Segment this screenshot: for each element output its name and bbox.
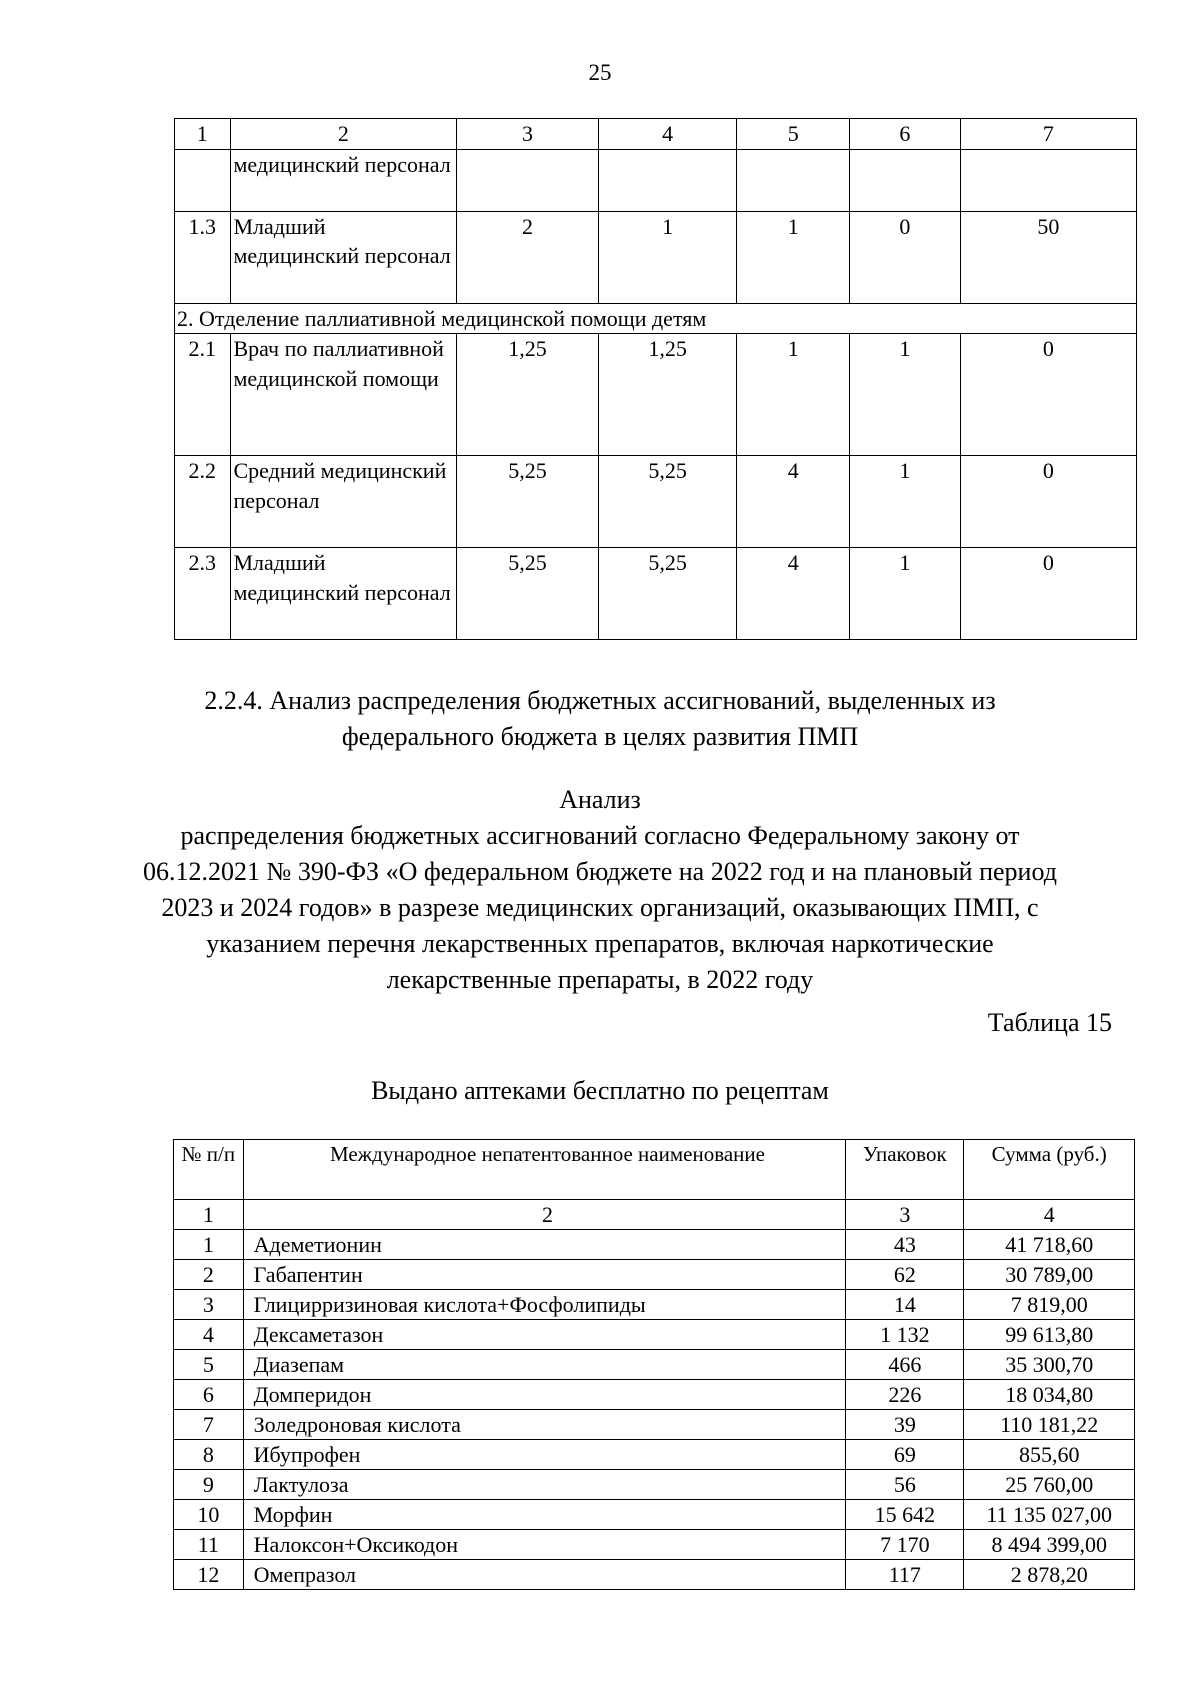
cell: 50 (960, 211, 1136, 303)
cell: 5,25 (457, 548, 599, 640)
column-number: 1 (174, 1200, 244, 1230)
analysis-text: распределения бюджетных ассигнований согласно Федеральному закону от 06.12.2021 № 390-ФЗ «О федеральном бюджете на 2022 год и на плановый период 2023 и 2024 годов» в разрезе медицинских организаций, оказывающих ПМП, с указанием перечня лекарственных препаратов, включая наркотические лекарственные препараты, в 2022 году (143, 821, 1057, 994)
cell: 0 (850, 211, 961, 303)
cell: 1 (850, 456, 961, 548)
drug-name: Налоксон+Оксикодон (243, 1530, 846, 1560)
drug-name: Диазепам (243, 1350, 846, 1380)
cell: 5,25 (598, 456, 737, 548)
package-count: 56 (846, 1470, 964, 1500)
row-number: 10 (174, 1500, 244, 1530)
drug-name: Золедроновая кислота (243, 1410, 846, 1440)
row-number: 2.3 (175, 548, 231, 640)
cell: 4 (737, 456, 850, 548)
header-inn: Международное непатентованное наименование (243, 1140, 846, 1200)
package-count: 14 (846, 1290, 964, 1320)
cell: 1 (737, 211, 850, 303)
package-count: 1 132 (846, 1320, 964, 1350)
package-count: 62 (846, 1260, 964, 1290)
table-title: Выдано аптеками бесплатно по рецептам (371, 1076, 829, 1105)
cell: 4 (737, 548, 850, 640)
amount: 110 181,22 (964, 1410, 1135, 1440)
table-row (174, 1230, 1135, 1260)
table-row (174, 1440, 1135, 1470)
row-number: 3 (174, 1290, 244, 1320)
cell (960, 149, 1136, 211)
cell: 1,25 (457, 334, 599, 456)
page-number: 25 (588, 60, 612, 85)
row-number: 2.2 (175, 456, 231, 548)
drug-name: Габапентин (243, 1260, 846, 1290)
table-row (175, 548, 1137, 640)
row-number: 4 (174, 1320, 244, 1350)
table-row (174, 1560, 1135, 1590)
amount: 30 789,00 (964, 1260, 1135, 1290)
cell: 0 (960, 334, 1136, 456)
staff-category: Младший медицинский персонал (230, 211, 457, 303)
column-number: 2 (230, 119, 457, 150)
drug-name: Домперидон (243, 1380, 846, 1410)
table-row (174, 1500, 1135, 1530)
row-number: 6 (174, 1380, 244, 1410)
drug-name: Глицирризиновая кислота+Фосфолипиды (243, 1290, 846, 1320)
column-number: 3 (457, 119, 599, 150)
column-number: 7 (960, 119, 1136, 150)
cell (457, 149, 599, 211)
row-number: 2.1 (175, 334, 231, 456)
analysis-title: Анализ (559, 785, 641, 814)
row-number: 9 (174, 1470, 244, 1500)
drug-name: Дексаметазон (243, 1320, 846, 1350)
header-qty: Упаковок (846, 1140, 964, 1200)
row-number: 7 (174, 1410, 244, 1440)
amount: 99 613,80 (964, 1320, 1135, 1350)
cell (598, 149, 737, 211)
header-sum: Сумма (руб.) (964, 1140, 1135, 1200)
row-number: 8 (174, 1440, 244, 1470)
drug-name: Лактулоза (243, 1470, 846, 1500)
amount: 7 819,00 (964, 1290, 1135, 1320)
drug-name: Морфин (243, 1500, 846, 1530)
staff-category: медицинский персонал (230, 149, 457, 211)
row-number: 5 (174, 1350, 244, 1380)
table-row (175, 334, 1137, 456)
table-caption: Таблица 15 (987, 1008, 1112, 1037)
cell: 1,25 (598, 334, 737, 456)
cell: 1 (850, 548, 961, 640)
column-number: 5 (737, 119, 850, 150)
section-heading (0, 683, 1200, 755)
row-number: 2 (174, 1260, 244, 1290)
column-number-row (174, 1200, 1135, 1230)
cell: 0 (960, 456, 1136, 548)
column-number: 1 (175, 119, 231, 150)
amount: 18 034,80 (964, 1380, 1135, 1410)
row-number (175, 149, 231, 211)
staff-category: Младший медицинский персонал (230, 548, 457, 640)
staff-category: Средний медицинский персонал (230, 456, 457, 548)
column-number: 2 (243, 1200, 846, 1230)
column-number: 4 (964, 1200, 1135, 1230)
row-number: 1 (174, 1230, 244, 1260)
cell: 2 (457, 211, 599, 303)
header-num: № п/п (174, 1140, 244, 1200)
header-row (174, 1140, 1135, 1200)
column-number: 6 (850, 119, 961, 150)
package-count: 69 (846, 1440, 964, 1470)
table-row (174, 1350, 1135, 1380)
staff-table (174, 118, 1137, 640)
cell (737, 149, 850, 211)
cell: 1 (850, 334, 961, 456)
amount: 25 760,00 (964, 1470, 1135, 1500)
table-row (175, 211, 1137, 303)
package-count: 226 (846, 1380, 964, 1410)
staff-category: Врач по паллиативной медицинской помощи (230, 334, 457, 456)
package-count: 466 (846, 1350, 964, 1380)
package-count: 117 (846, 1560, 964, 1590)
amount: 41 718,60 (964, 1230, 1135, 1260)
table-row (174, 1530, 1135, 1560)
row-number: 12 (174, 1560, 244, 1590)
drug-rows (174, 1230, 1135, 1590)
cell: 1 (737, 334, 850, 456)
section-title: 2. Отделение паллиативной медицинской помощи детям (175, 303, 1137, 334)
table-row (175, 456, 1137, 548)
row-number: 11 (174, 1530, 244, 1560)
column-number: 4 (598, 119, 737, 150)
drug-name: Ибупрофен (243, 1440, 846, 1470)
table-row (175, 149, 1137, 211)
amount: 2 878,20 (964, 1560, 1135, 1590)
table-row (174, 1380, 1135, 1410)
cell: 0 (960, 548, 1136, 640)
cell: 5,25 (457, 456, 599, 548)
table-row (174, 1260, 1135, 1290)
cell: 1 (598, 211, 737, 303)
amount: 11 135 027,00 (964, 1500, 1135, 1530)
package-count: 7 170 (846, 1530, 964, 1560)
column-number-row (175, 119, 1137, 150)
section-heading-text: 2.2.4. Анализ распределения бюджетных ассигнований, выделенных из федерального бюджета в целях развития ПМП (204, 686, 996, 751)
table-row (174, 1470, 1135, 1500)
row-number: 1.3 (175, 211, 231, 303)
amount: 35 300,70 (964, 1350, 1135, 1380)
amount: 8 494 399,00 (964, 1530, 1135, 1560)
drug-table (173, 1139, 1135, 1590)
column-number: 3 (846, 1200, 964, 1230)
amount: 855,60 (964, 1440, 1135, 1470)
analysis-heading (0, 782, 1200, 998)
table-row (174, 1410, 1135, 1440)
table-row (174, 1290, 1135, 1320)
drug-name: Адеметионин (243, 1230, 846, 1260)
package-count: 43 (846, 1230, 964, 1260)
cell (850, 149, 961, 211)
section-row (175, 303, 1137, 334)
cell: 5,25 (598, 548, 737, 640)
table-row (174, 1320, 1135, 1350)
drug-name: Омепразол (243, 1560, 846, 1590)
package-count: 15 642 (846, 1500, 964, 1530)
package-count: 39 (846, 1410, 964, 1440)
